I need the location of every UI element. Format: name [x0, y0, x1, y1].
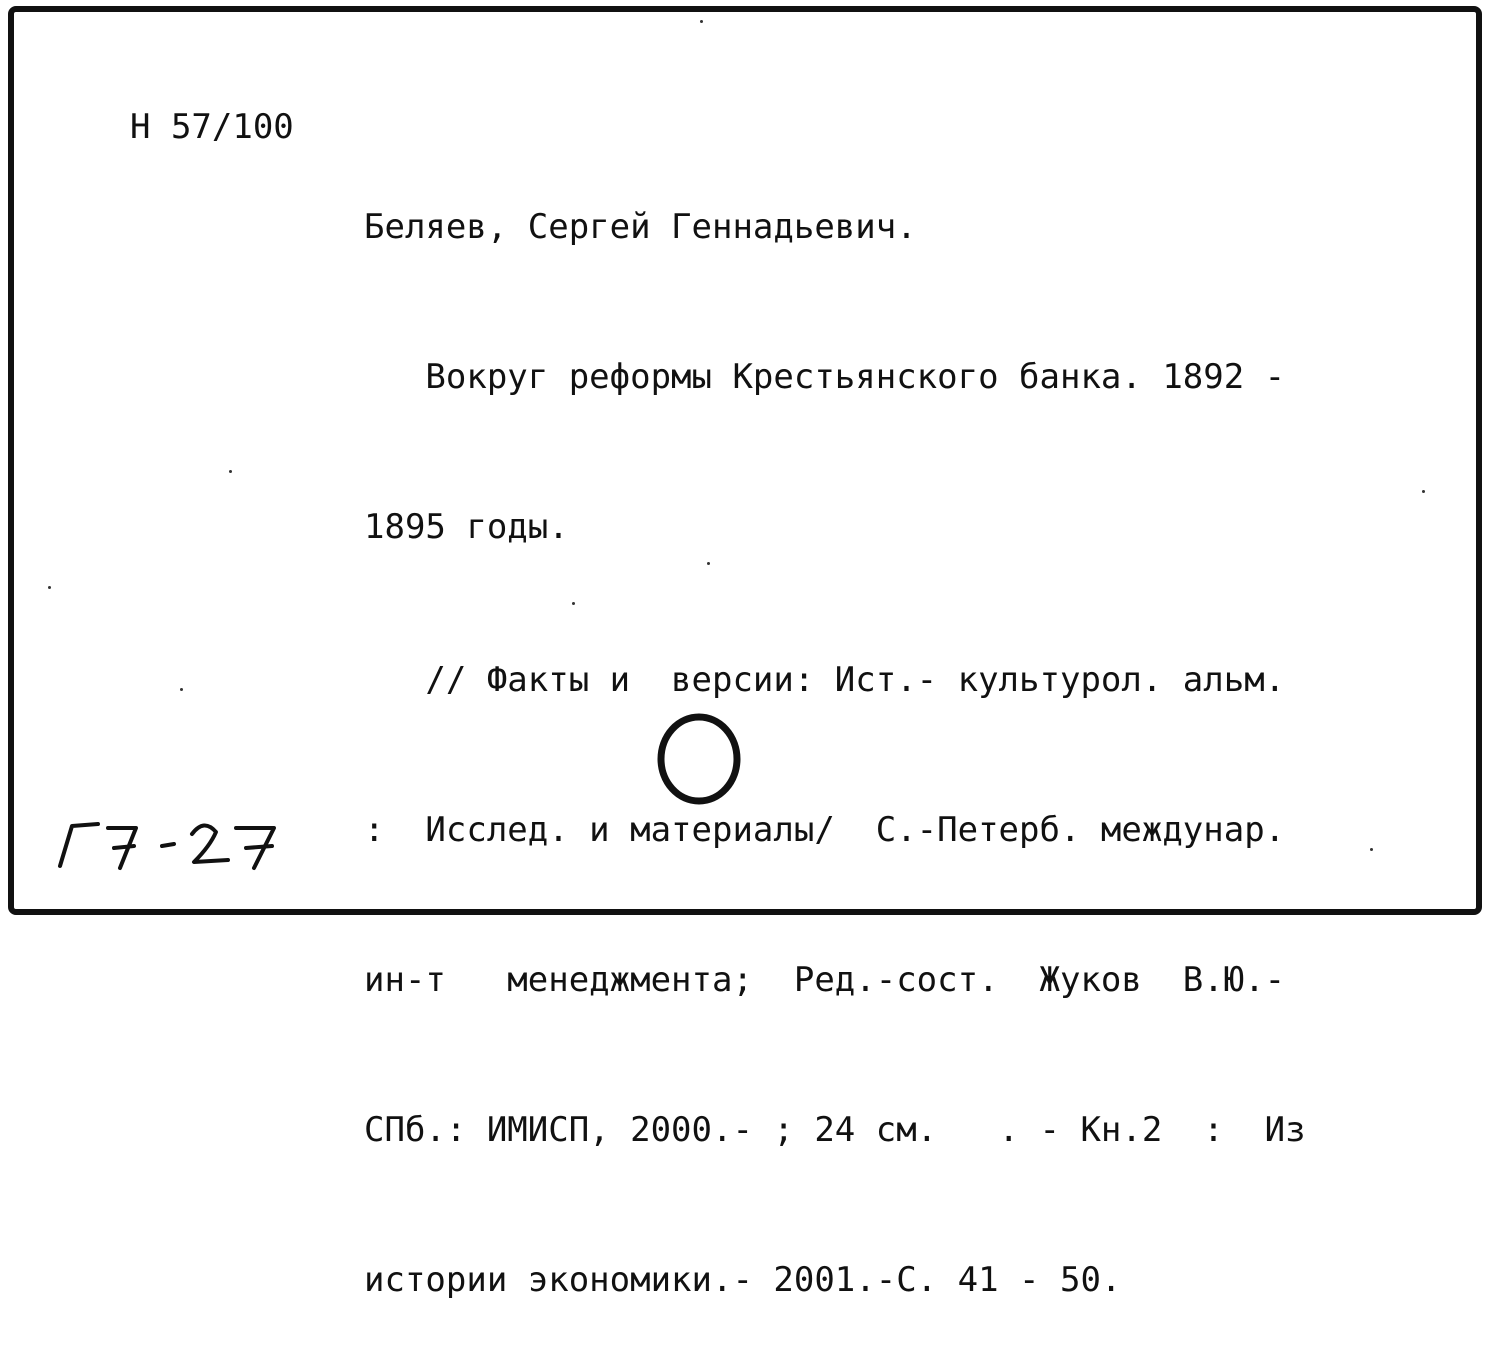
- source-line-1: // Факты и версии: Ист.- культурол. альм.: [364, 660, 1286, 700]
- dust-speck: [1422, 490, 1425, 493]
- dust-speck: [700, 20, 703, 23]
- punch-hole-icon: [656, 712, 742, 806]
- title-line-1: Вокруг реформы Крестьянского банка. 1892 -: [364, 357, 1286, 397]
- dust-speck: [1370, 848, 1373, 851]
- handwritten-note: [50, 816, 300, 896]
- shelfmark: Н 57/100: [130, 107, 294, 147]
- dust-speck: [180, 688, 183, 691]
- source-line-5: истории экономики.- 2001.-С. 41 - 50.: [364, 1260, 1122, 1300]
- dust-speck: [229, 470, 232, 473]
- source-line-4: СПб.: ИМИСП, 2000.- ; 24 см. . - Кн.2 : Из: [364, 1110, 1306, 1150]
- author-line: Беляев, Сергей Геннадьевич.: [364, 207, 917, 247]
- title-line-2: 1895 годы.: [364, 507, 569, 547]
- source-line-2: : Исслед. и материалы/ С.-Петерб. междунар.: [364, 810, 1286, 850]
- dust-speck: [48, 586, 51, 589]
- bibliographic-entry: [364, 102, 1306, 1355]
- dust-speck: [707, 562, 710, 565]
- dust-speck: [572, 602, 575, 605]
- source-line-3: ин-т менеджмента; Ред.-сост. Жуков В.Ю.-: [364, 960, 1286, 1000]
